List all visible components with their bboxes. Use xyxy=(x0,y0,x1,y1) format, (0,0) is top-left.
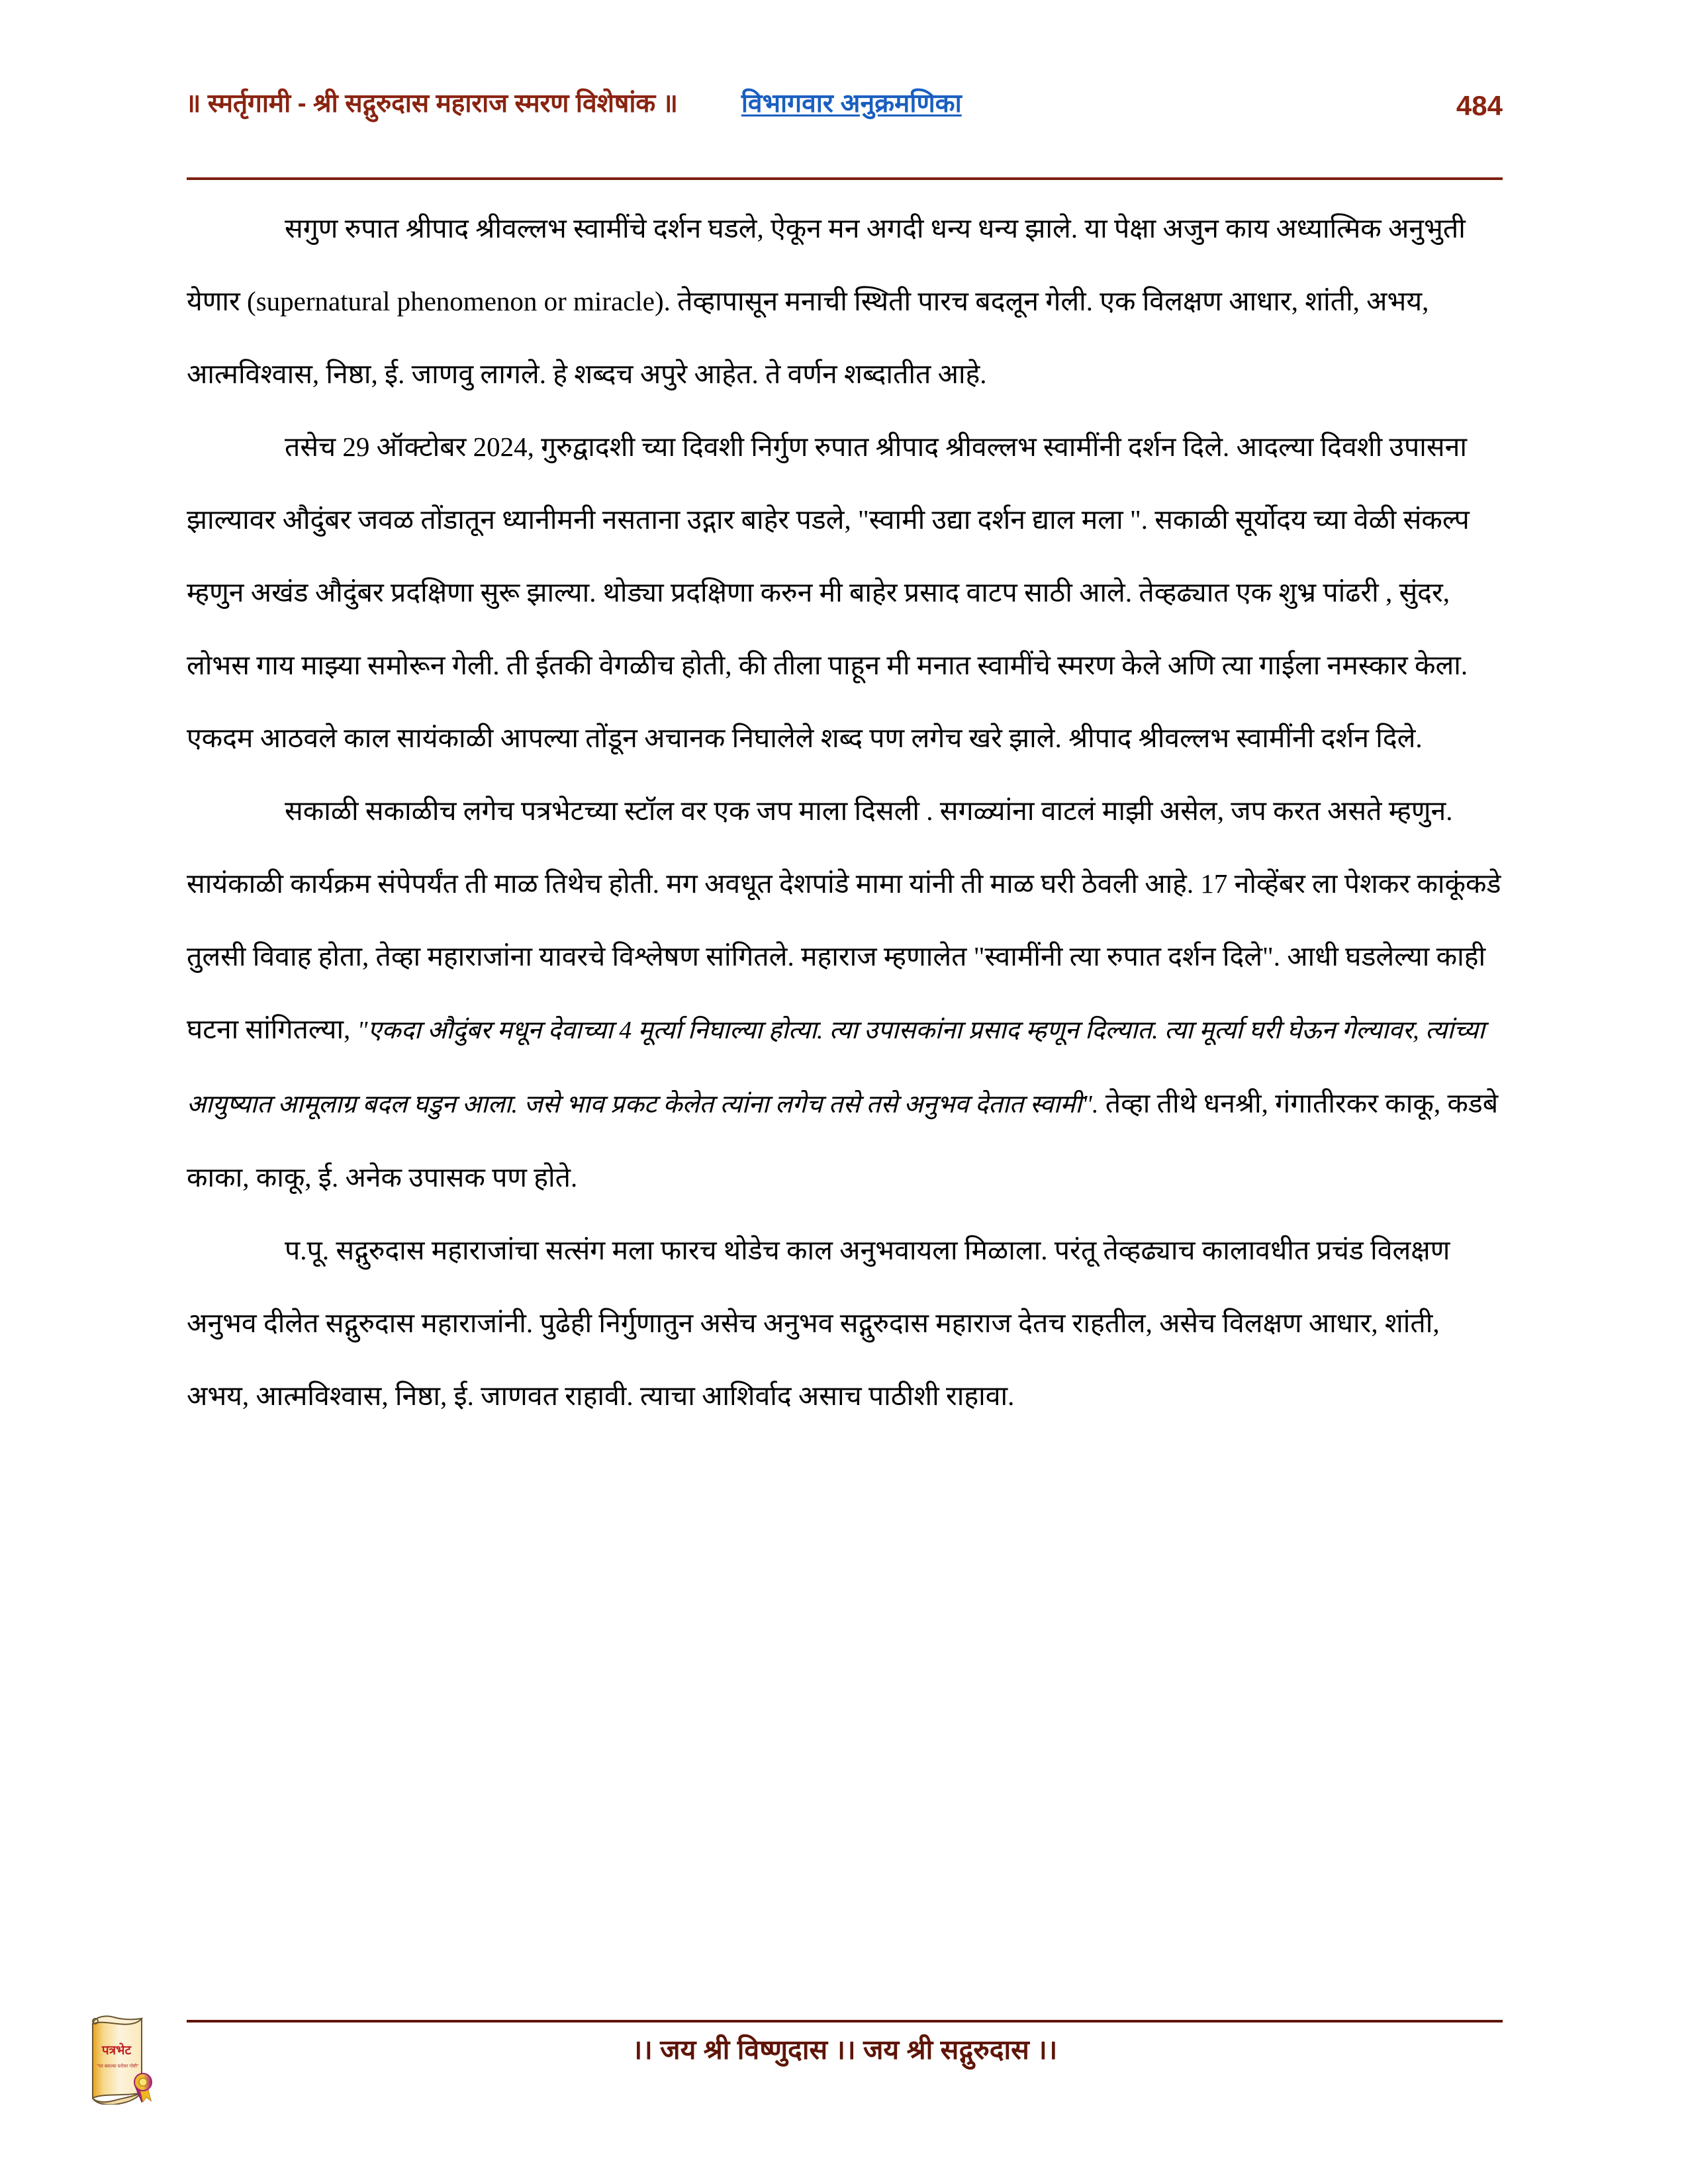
logo-tagline: "घर बसल्या घरोघर गोष्टी" xyxy=(97,2064,139,2069)
patrabhet-logo xyxy=(85,2012,171,2105)
paragraph-1: सगुण रुपात श्रीपाद श्रीवल्लभ स्वामींचे दर्शन घडले, ऐकून मन अगदी धन्य धन्य झाले. या पेक्षा अजुन काय अध्यात्मिक अनुभुती येणार (supernatural phenomenon or miracle). तेव्हापासून मनाची स्थिती पारच बदलून गेली. एक विलक्षण आधार, शांती, अभय, आत्मविश्वास, निष्ठा, ई. जाणवु लागले. हे शब्दच अपुरे आहेत. ते वर्णन शब्दातीत आहे. xyxy=(187,213,1466,389)
footer-divider xyxy=(187,2020,1503,2023)
paragraph-3 xyxy=(187,774,1504,1214)
scroll-body xyxy=(93,2019,142,2098)
paragraph-4: प.पू. सद्गुरुदास महाराजांचा सत्संग मला फारच थोडेच काल अनुभवायला मिळाला. परंतू तेव्हढ्याच कालावधीत प्रचंड विलक्षण अनुभव दीलेत सद्गुरुदास महाराजांनी. पुढेही निर्गुणातुन असेच अनुभव सद्गुरुदास महाराज देतच राहतील, असेच विलक्षण आधार, शांती, अभय, आत्मविश्वास, निष्ठा, ई. जाणवत राहावी. त्याचा आशिर्वाद असाच पाठीशी राहावा. xyxy=(187,1235,1450,1411)
page-number: 484 xyxy=(1456,90,1503,121)
paragraph-2: तसेच 29 ऑक्टोबर 2024, गुरुद्वादशी च्या दिवशी निर्गुण रुपात श्रीपाद श्रीवल्लभ स्वामींनी दर्शन दिले. आदल्या दिवशी उपासना झाल्यावर औदुंबर जवळ तोंडातून ध्यानीमनी नसताना उद्गार बाहेर पडले, "स्वामी उद्या दर्शन द्याल मला ". सकाळी सूर्योदय च्या वेळी संकल्प म्हणुन अखंड औदुंबर प्रदक्षिणा सुरू झाल्या. थोड्या प्रदक्षिणा करुन मी बाहेर प्रसाद वाटप साठी आले. तेव्हढ्यात एक शुभ्र पांढरी , सुंदर, लोभस गाय माझ्या समोरून गेली. ती ईतकी वेगळीच होती, की तीला पाहून मी मनात स्वामींचे स्मरण केले अणि त्या गाईला नमस्कार केला. एकदम आठवले काल सायंकाळी आपल्या तोंडून अचानक निघालेले शब्द पण लगेच खरे झाले. श्रीपाद श्रीवल्लभ स्वामींनी दर्शन दिले. xyxy=(187,432,1470,753)
paragraph-3-lead: सकाळी सकाळीच लगेच पत्रभेटच्या स्टॉल वर एक जप माला दिसली . सगळ्यांना वाटलं माझी असेल, जप करत असते म्हणुन. सायंकाळी कार्यक्रम संपेपर्यंत ती माळ तिथेच होती. मग अवधूत देशपांडे मामा यांनी ती माळ घरी ठेवली आहे. 17 नोव्हेंबर ला पेशकर काकूंकडे तुलसी विवाह होता, तेव्हा महाराजांना यावरचे विश्लेषण सांगितले. महाराज म्हणालेत "स्वामींनी त्या रुपात दर्शन दिले". आधी घडलेल्या काही घटना सांगितल्या, xyxy=(187,796,1501,1044)
paragraph-3-quote: "एकदा औदुंबर मधून देवाच्या 4 मूर्त्या निघाल्या होत्या. त्या उपासकांना प्रसाद म्हणून दिल्यात. त्या मूर्त्या घरी घेऊन गेल्यावर, त्यांच्या आयुष्यात आमूलाग्र बदल घडुन आला. जसे भाव प्रकट केलेत त्यांना लगेच तसे तसे अनुभव देतात स्वामी". xyxy=(187,1017,1485,1118)
footer-blessing: ।। जय श्री विष्णुदास ।। जय श्री सद्गुरुदास ।। xyxy=(632,2034,1058,2065)
scroll-icon xyxy=(85,2012,171,2105)
logo-title: पत्रभेट xyxy=(101,2044,132,2058)
article-body xyxy=(187,192,1504,1432)
paragraph-3-tail: तेव्हा तीथे धनश्री, गंगातीरकर काकू, कडबे काका, काकू, ई. अनेक उपासक पण होते. xyxy=(187,1088,1499,1193)
index-link[interactable]: विभागवार अनुक्रमणिका xyxy=(741,89,962,118)
seal-medal-center xyxy=(139,2078,147,2086)
header-divider xyxy=(187,177,1503,180)
header-title: ॥ स्मर्तृगामी - श्री सद्गुरुदास महाराज स्मरण विशेषांक ॥ xyxy=(185,89,678,118)
page-header xyxy=(185,85,1503,138)
